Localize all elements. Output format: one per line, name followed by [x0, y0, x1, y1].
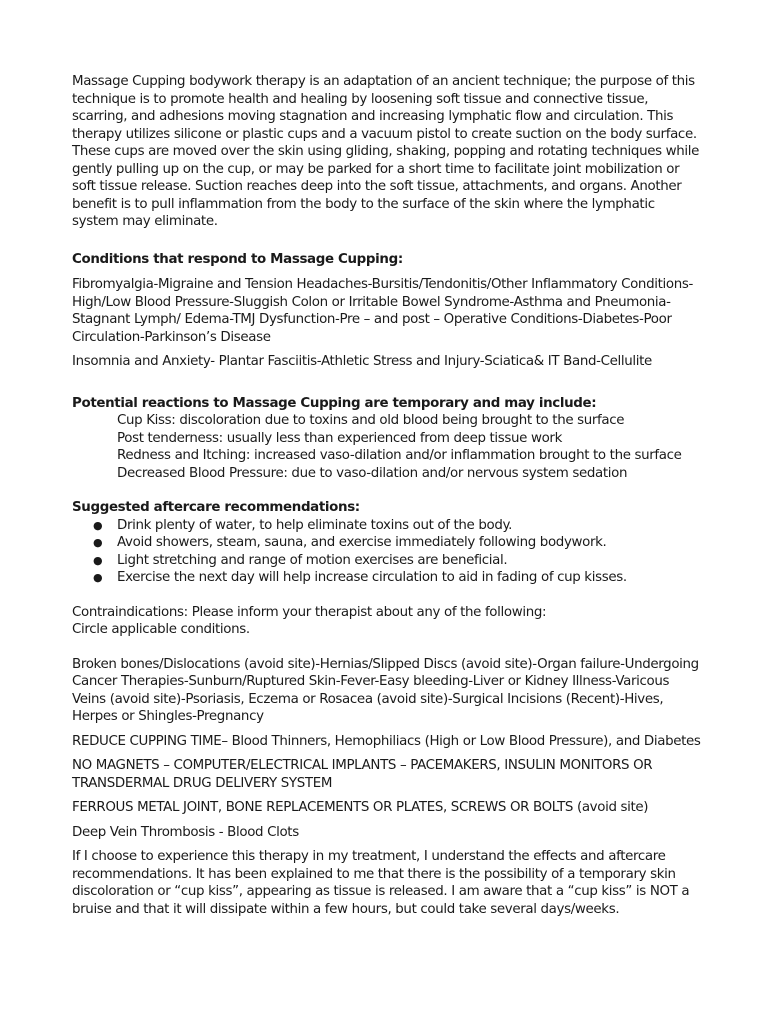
consent-paragraph: If I choose to experience this therapy in my treatment, I understand the effects and aftercare recommendations. It has been explained to me that there is the possibility of a temporary skin discoloration or “cup kiss”, appearing as tissue is released. I am aware that a “cup kiss” is NOT a bruise and that it will dissipate within a few hours, but could take several days/weeks.: [72, 849, 690, 917]
bullet-icon: ●: [93, 553, 103, 567]
intro-paragraph: Massage Cupping bodywork therapy is an adaptation of an ancient technique; the purpose of this technique is to promote health and healing by loosening soft tissue and connective tissue, scarring, and adhesions moving stagnation and increasing lymphatic flow and circulation. This therapy utilizes silicone or plastic cups and a vacuum pistol to create suction on the body surface. These cups are moved over the skin using gliding, shaking, popping and rotating techniques while gently pulling up on the cup, or may be parked for a short time to facilitate joint mobilization or soft tissue release. Suction reaches deep into the soft tissue, attachments, and organs. Another benefit is to pull inflammation from the body to the surface of the skin where the lymphatic system may eliminate.: [72, 74, 700, 229]
dvt-note: Deep Vein Thrombosis - Blood Clots: [72, 824, 299, 840]
document-page: [72, 73, 702, 918]
aftercare-item: [72, 534, 702, 552]
aftercare-item: [72, 517, 702, 535]
reaction-item: Post tenderness: usually less than experienced from deep tissue work: [117, 430, 562, 446]
aftercare-list: [72, 517, 702, 587]
reactions-list: [72, 412, 702, 482]
reduce-cupping-note: REDUCE CUPPING TIME– Blood Thinners, Hemophiliacs (High or Low Blood Pressure), and Diabetes: [72, 733, 701, 749]
conditions-heading: Conditions that respond to Massage Cupping:: [72, 251, 403, 267]
ferrous-metal-note: FERROUS METAL JOINT, BONE REPLACEMENTS OR PLATES, SCREWS OR BOLTS (avoid site): [72, 800, 649, 815]
reaction-item: Redness and Itching: increased vaso-dilation and/or inflammation brought to the surface: [117, 448, 682, 463]
bullet-icon: ●: [93, 571, 103, 584]
contraindications-instruction: Circle applicable conditions.: [72, 622, 250, 637]
reaction-item: Cup Kiss: discoloration due to toxins and old blood being brought to the surface: [117, 413, 625, 428]
aftercare-item-text: Exercise the next day will help increase circulation to aid in fading of cup kisses.: [117, 570, 627, 585]
aftercare-heading: Suggested aftercare recommendations:: [72, 500, 360, 515]
aftercare-item-text: Light stretching and range of motion exercises are beneficial.: [117, 552, 508, 568]
contraindications-intro: Contraindications: Please inform your therapist about any of the following:: [72, 604, 547, 620]
bullet-icon: ●: [93, 536, 103, 549]
bullet-icon: ●: [93, 518, 103, 532]
conditions-list: Fibromyalgia-Migraine and Tension Headaches-Bursitis/Tendonitis/Other Inflammatory Conditions- High/Low Blood Pressure-Sluggish Colon or Irritable Bowel Syndrome-Asthma and Pneumonia-Stagnant Lymph/ Edema-TMJ Dysfunction-Pre – and post – Operative Conditions-Diabetes-Poor Circulation-Parkinson’s Disease: [72, 277, 693, 345]
aftercare-item: [72, 552, 702, 570]
conditions-list-continued: Insomnia and Anxiety- Plantar Fasciitis-Athletic Stress and Injury-Sciatica& IT Band-Cellulite: [72, 354, 652, 369]
contraindications-list: Broken bones/Dislocations (avoid site)-Hernias/Slipped Discs (avoid site)-Organ failure-Undergoing Cancer Therapies-Sunburn/Ruptured Skin-Fever-Easy bleeding-Liver or Kidney Illness-Varicous Veins (avoid site)-Psoriasis, Eczema or Rosacea (avoid site)-Surgical Incisions (Recent)-Hives, Herpes or Shingles-Pregnancy: [72, 656, 699, 724]
reactions-heading: Potential reactions to Massage Cupping are temporary and may include:: [72, 395, 597, 411]
aftercare-item: [72, 569, 702, 587]
aftercare-item-text: Avoid showers, steam, sauna, and exercise immediately following bodywork.: [117, 535, 607, 550]
aftercare-item-text: Drink plenty of water, to help eliminate toxins out of the body.: [117, 517, 513, 533]
no-magnets-note: NO MAGNETS – COMPUTER/ELECTRICAL IMPLANTS – PACEMAKERS, INSULIN MONITORS OR TRANSDERMAL DRUG DELIVERY SYSTEM: [72, 758, 653, 791]
reaction-item: Decreased Blood Pressure: due to vaso-dilation and/or nervous system sedation: [117, 465, 628, 481]
